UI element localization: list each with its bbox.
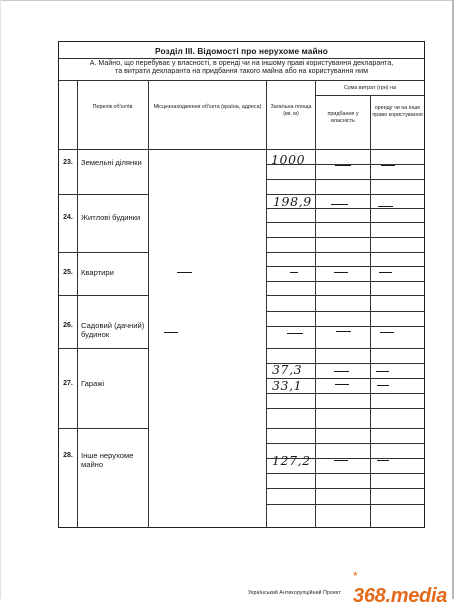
rent-dash — [378, 206, 393, 207]
watermark-logo — [353, 567, 454, 608]
sub-row-line — [266, 443, 424, 444]
sub-row-line — [266, 408, 424, 409]
sub-row-line — [266, 311, 424, 312]
acquisition-dash — [334, 371, 349, 372]
row-number-26: 26. — [63, 322, 73, 329]
column-header-location: Місцезнаходження об'єкта (країна, адреса) — [153, 104, 262, 110]
page-edge-top — [0, 0, 454, 1]
location-dash — [177, 272, 192, 273]
area-value-garage-1: 37,3 — [272, 362, 303, 377]
acquisition-dash — [334, 272, 348, 273]
area-dash — [287, 333, 303, 334]
sub-row-line — [266, 488, 424, 489]
watermark-tagline: Український Антикорупційний Проект — [248, 590, 341, 596]
acquisition-dash — [336, 331, 351, 332]
rent-dash — [380, 332, 394, 333]
sub-row-line — [266, 393, 424, 394]
area-value-houses: 198,9 — [273, 194, 312, 209]
sub-row-line — [266, 281, 424, 282]
column-header-acquisition: придбання у власність — [327, 111, 359, 124]
acquisition-dash — [331, 204, 348, 205]
location-dash — [164, 332, 178, 333]
row-label-garages: Гаражі — [81, 379, 105, 388]
table-top-border — [59, 80, 424, 81]
area-value-land: 1000 — [271, 152, 306, 167]
row-label-other-property: Інше нерухоме майно — [81, 451, 134, 469]
row-number-28: 28. — [63, 452, 73, 459]
rent-dash — [381, 165, 395, 166]
sub-row-line — [266, 179, 424, 180]
column-header-rent: оренду чи на інше право користування — [372, 105, 423, 118]
row-label-country-house: Садовий (дачний) будинок — [81, 321, 145, 339]
column-header-type: Перелік об'єктів — [92, 104, 133, 110]
column-header-expenses: Сума витрат (грн) на — [344, 85, 396, 91]
row-number-25: 25. — [63, 269, 73, 276]
col-num-divider — [77, 80, 78, 527]
rent-dash — [376, 371, 389, 372]
acquisition-dash — [334, 460, 348, 461]
row-number-24: 24. — [63, 214, 73, 221]
section-title: Розділ ІІІ. Відомості про нерухоме майно — [155, 46, 328, 56]
row-label-land: Земельні ділянки — [81, 158, 142, 167]
sub-row-line — [266, 266, 424, 267]
row-number-27: 27. — [63, 380, 73, 387]
acquisition-dash — [335, 165, 351, 166]
watermark-prefix: * — [353, 569, 358, 583]
area-value-other: 127,2 — [272, 453, 311, 468]
area-value-garage-2: 33,1 — [272, 378, 303, 393]
column-header-area: Загальна площа (кв. м) — [270, 104, 312, 117]
section-intro — [63, 59, 420, 76]
acquisition-dash — [335, 384, 349, 385]
intro-line-1: А. Майно, що перебуває у власності, в оренді чи на іншому праві користування декларанта, — [89, 59, 394, 67]
sub-row-line — [266, 504, 424, 505]
row-label-houses: Житлові будинки — [81, 213, 141, 222]
row-label-apartments: Квартири — [81, 268, 114, 277]
page-edge-left — [0, 0, 1, 599]
watermark-brand: 368.media — [353, 585, 448, 607]
intro-line-2: та витрати декларанта на придбання такого майна або на користування ним — [115, 67, 368, 76]
row-number-23: 23. — [63, 159, 73, 166]
sub-row-line — [266, 222, 424, 223]
sub-row-line — [266, 237, 424, 238]
sub-row-line — [266, 326, 424, 327]
col-location-divider — [266, 80, 267, 527]
redacted-location-area — [149, 150, 266, 527]
area-dash — [290, 272, 298, 273]
rent-dash — [377, 460, 389, 461]
col-area-divider — [315, 80, 316, 527]
rent-dash — [377, 385, 389, 386]
declaration-form — [58, 41, 425, 528]
rent-dash — [379, 272, 392, 273]
sub-row-line — [266, 473, 424, 474]
